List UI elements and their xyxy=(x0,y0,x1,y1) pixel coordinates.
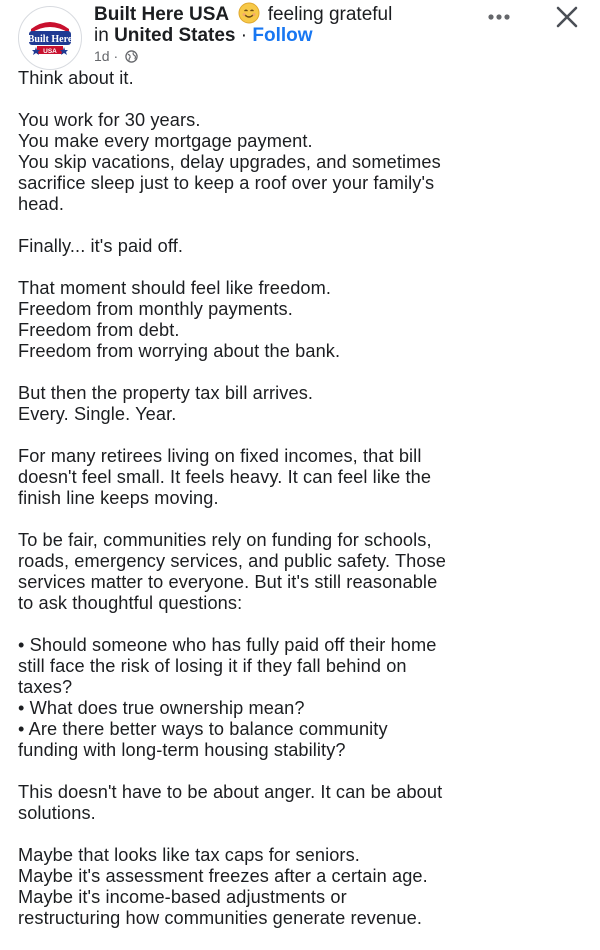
post-meta xyxy=(94,48,138,64)
post-text-line: For many retirees living on fixed incomes, that bill xyxy=(18,446,422,466)
more-icon xyxy=(484,6,520,28)
post-paragraph xyxy=(18,635,588,761)
time-separator: · xyxy=(113,48,119,64)
globe-icon xyxy=(125,50,138,63)
post-text-line: To be fair, communities rely on funding for schools, xyxy=(18,530,432,550)
post-text-line: head. xyxy=(18,194,65,214)
post-paragraph xyxy=(18,278,588,362)
post-time[interactable]: 1d xyxy=(94,48,110,64)
logo-text-top: Built Here xyxy=(27,34,73,45)
post-text-line: Freedom from debt. xyxy=(18,320,180,340)
post-text-line: • Are there better ways to balance community xyxy=(18,719,388,739)
post-paragraph xyxy=(18,110,588,215)
post-text-line: Every. Single. Year. xyxy=(18,404,177,424)
post-paragraph xyxy=(18,68,588,89)
post-text-line: Finally... it's paid off. xyxy=(18,236,184,256)
post-text-line: You work for 30 years. xyxy=(18,110,201,130)
avatar[interactable] xyxy=(18,6,82,70)
post-paragraph xyxy=(18,446,588,509)
more-button[interactable] xyxy=(484,6,520,28)
post-text-line: roads, emergency services, and public safety. Those xyxy=(18,551,447,571)
author-name[interactable]: Built Here USA xyxy=(94,4,230,25)
logo-text-bottom: USA xyxy=(43,48,57,55)
post-text-line: • Should someone who has fully paid off their home xyxy=(18,635,437,655)
post-text-line: You make every mortgage payment. xyxy=(18,131,313,151)
post-text-line: This doesn't have to be about anger. It can be about xyxy=(18,782,443,802)
feeling-text: feeling grateful xyxy=(267,4,393,25)
post-text-line: doesn't feel small. It feels heavy. It can feel like the xyxy=(18,467,432,487)
post-paragraph xyxy=(18,383,588,425)
post-text-line: Think about it. xyxy=(18,68,134,88)
post-paragraph xyxy=(18,530,588,614)
post-paragraph xyxy=(18,782,588,824)
post-text-line: solutions. xyxy=(18,803,96,823)
close-button[interactable] xyxy=(552,2,582,32)
post-text-line: to ask thoughtful questions: xyxy=(18,593,243,613)
post-header xyxy=(0,0,600,70)
post-text-line: sacrifice sleep just to keep a roof over your family's xyxy=(18,173,435,193)
post-text-line: But then the property tax bill arrives. xyxy=(18,383,314,403)
close-icon xyxy=(552,2,582,32)
post-text-line: • What does true ownership mean? xyxy=(18,698,305,718)
post-text-line: Maybe that looks like tax caps for seniors. xyxy=(18,845,360,865)
post-text-line: still face the risk of losing it if they fall behind on xyxy=(18,656,407,676)
post-text-line: Freedom from worrying about the bank. xyxy=(18,341,341,361)
location-line xyxy=(94,24,313,48)
built-here-usa-logo xyxy=(19,7,81,69)
post-text-line: services matter to everyone. But it's still reasonable xyxy=(18,572,438,592)
post-text-line: restructuring how communities generate revenue. xyxy=(18,908,423,928)
smiling-face-icon xyxy=(238,2,260,24)
post-text-line: Freedom from monthly payments. xyxy=(18,299,293,319)
location-prefix: in xyxy=(94,25,109,46)
post-text-line: You skip vacations, delay upgrades, and sometimes xyxy=(18,152,441,172)
post-paragraph xyxy=(18,845,588,929)
post-text-line: That moment should feel like freedom. xyxy=(18,278,332,298)
post-text-line: funding with long-term housing stability? xyxy=(18,740,346,760)
post-body xyxy=(18,68,588,950)
post-paragraph xyxy=(18,236,588,257)
location-name[interactable]: United States xyxy=(114,25,236,46)
post-text-line: finish line keeps moving. xyxy=(18,488,219,508)
post-text-line: taxes? xyxy=(18,677,73,697)
post-text-line: Maybe it's income-based adjustments or xyxy=(18,887,347,907)
post-text-line: Maybe it's assessment freezes after a certain age. xyxy=(18,866,428,886)
follow-link[interactable]: Follow xyxy=(252,25,313,46)
separator: · xyxy=(240,25,248,46)
